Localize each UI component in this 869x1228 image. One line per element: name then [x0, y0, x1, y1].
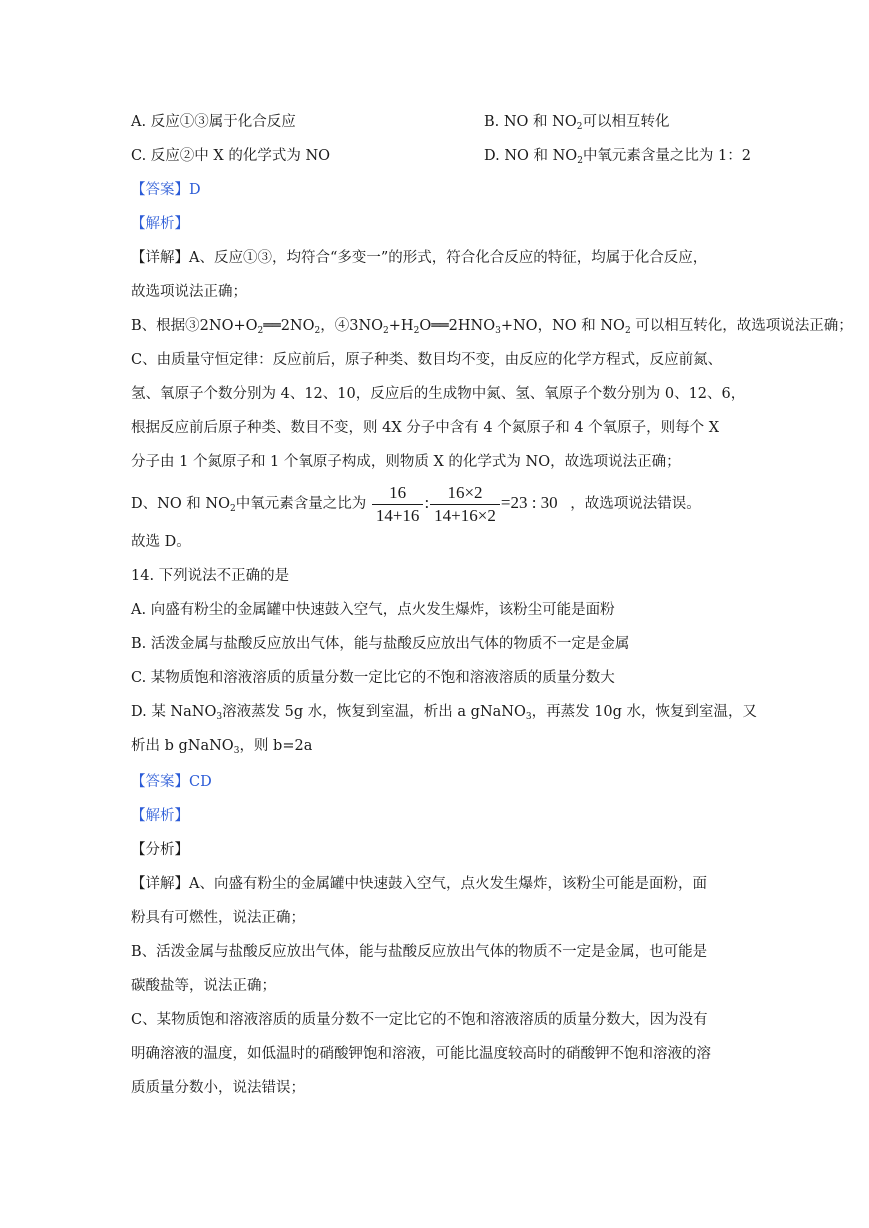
q13-analysis-tag [131, 214, 189, 234]
text: B、活泼金属与盐酸反应放出气体，能与盐酸反应放出气体的物质不一定是金属，也可能是 [131, 944, 708, 960]
q13-option-b [484, 112, 669, 132]
text: ，④3NO [320, 318, 384, 334]
q14-option-c [131, 668, 615, 688]
q14-title [131, 566, 289, 586]
fraction-numerator: 16×2 [430, 483, 500, 505]
subscript: 2 [576, 122, 583, 132]
text: C. 某物质饱和溶液溶质的质量分数一定比它的不饱和溶液溶质的质量分数大 [131, 670, 615, 686]
fraction-numerator: 16 [372, 483, 424, 505]
ratio-separator: : [424, 493, 430, 512]
q13-detail-c-4 [131, 452, 681, 472]
answer-tag: 【答案】 [131, 182, 189, 198]
q13-option-b-text-tail: 可以相互转化 [582, 114, 670, 130]
q13-detail-c-1 [131, 350, 722, 370]
analysis-tag: 【解析】 [131, 216, 189, 232]
fraction-denominator: 14+16 [375, 505, 420, 525]
text: B. 活泼金属与盐酸反应放出气体，能与盐酸反应放出气体的物质不一定是金属 [131, 636, 630, 652]
q14-analysis-tag [131, 806, 189, 826]
q13-conclusion [131, 532, 191, 552]
q14-detail-a-2 [131, 908, 305, 928]
subscript: 2 [314, 326, 321, 336]
q13-option-a [131, 112, 296, 132]
q14-detail-c-1 [131, 1010, 708, 1030]
text: D、NO 和 NO [131, 496, 230, 512]
fraction [372, 483, 424, 526]
q13-detail-c-2 [131, 384, 745, 404]
subscript: 3 [495, 326, 501, 336]
subscript: 3 [233, 746, 240, 756]
text: C、某物质饱和溶液溶质的质量分数不一定比它的不饱和溶液溶质的质量分数大，因为没有 [131, 1012, 708, 1028]
text: 粉具有可燃性，说法正确； [131, 910, 305, 926]
q14-detail-c-2 [131, 1044, 711, 1064]
analysis-tag: 【解析】 [131, 808, 189, 824]
answer-tag: 【答案】 [131, 774, 189, 790]
subscript: 3 [216, 712, 223, 722]
q13-option-d-text-tail: 中氧元素含量之比为 1：2 [582, 148, 751, 164]
q13-option-c-text: C. 反应②中 X 的化学式为 NO [131, 148, 331, 164]
text: 【分析】 [131, 842, 189, 858]
text: O══2HNO [419, 318, 496, 334]
text: 析出 b gNaNO [131, 738, 234, 754]
subscript: 3 [525, 712, 532, 722]
text: 根据反应前后原子种类、数目不变，则 4X 分子中含有 4 个氮原子和 4 个氧原子，则每个 X [131, 420, 720, 436]
fraction [430, 483, 500, 526]
text: 故选 D。 [131, 534, 191, 550]
q13-option-a-text: A. 反应①③属于化合反应 [131, 114, 296, 130]
q13-detail-c-3 [131, 418, 719, 438]
text: 中氧元素含量之比为 [235, 496, 367, 512]
text: D. 某 NaNO [131, 704, 217, 720]
subscript: 2 [413, 326, 420, 336]
text: 故选项说法正确； [131, 284, 247, 300]
q13-option-d-text: D. NO 和 NO [484, 148, 578, 164]
fraction-denominator: 14+16×2 [434, 505, 496, 525]
q14-fenxi [131, 840, 189, 860]
text: 溶液蒸发 5g 水，恢复到室温，析出 a gNaNO [222, 704, 526, 720]
text: ，再蒸发 10g 水，恢复到室温，又 [531, 704, 758, 720]
answer-value: D [189, 182, 201, 198]
text: 分子由 1 个氮原子和 1 个氧原子构成，则物质 X 的化学式为 NO，故选项说法正确； [131, 454, 681, 470]
subscript: 2 [257, 326, 264, 336]
q14-detail-c-3 [131, 1078, 305, 1098]
q14-detail-a-1 [131, 874, 707, 894]
text: ══2NO [263, 318, 315, 334]
text: A. 向盛有粉尘的金属罐中快速鼓入空气，点火发生爆炸，该粉尘可能是面粉 [131, 602, 615, 618]
q14-detail-b-1 [131, 942, 707, 962]
q14-option-b [131, 634, 629, 654]
question-title: 14. 下列说法不正确的是 [131, 568, 290, 584]
q13-option-b-text: B. NO 和 NO [484, 114, 577, 130]
ratio-result: =23 : 30 [500, 493, 558, 512]
q13-detail-d [131, 482, 701, 526]
q13-detail-b [131, 316, 853, 336]
text: ，则 b=2a [239, 738, 313, 754]
text: 【详解】A、反应①③，均符合“多变一”的形式，符合化合反应的特征，均属于化合反应， [131, 250, 708, 266]
q13-option-c [131, 146, 330, 166]
subscript: 2 [230, 504, 236, 514]
text: C、由质量守恒定律：反应前后，原子种类、数目均不变，由反应的化学方程式，反应前氮、 [131, 352, 723, 368]
text: 明确溶液的温度，如低温时的硝酸钾饱和溶液，可能比温度较高时的硝酸钾不饱和溶液的溶 [131, 1046, 711, 1062]
text: 氢、氧原子个数分别为 4、12、10，反应后的生成物中氮、氢、氧原子个数分别为 0、12、6， [131, 386, 746, 402]
text: B、根据③2NO+O [131, 318, 258, 334]
q13-detail-line-2 [131, 282, 247, 302]
text: 质质量分数小，说法错误； [131, 1080, 305, 1096]
q13-option-d [484, 146, 751, 166]
text: +NO，NO 和 NO [500, 318, 625, 334]
text: 【详解】A、向盛有粉尘的金属罐中快速鼓入空气，点火发生爆炸，该粉尘可能是面粉，面 [131, 876, 707, 892]
q13-detail-line-1 [131, 248, 707, 268]
answer-value: CD [189, 774, 212, 790]
subscript: 2 [577, 156, 583, 166]
text: 碳酸盐等，说法正确； [131, 978, 276, 994]
q13-answer [131, 180, 201, 200]
text: ，故选项说法错误。 [570, 496, 701, 512]
subscript: 2 [383, 326, 389, 336]
text: 可以相互转化，故选项说法正确； [630, 318, 853, 334]
q14-option-a [131, 600, 615, 620]
text: +H [388, 318, 414, 334]
subscript: 2 [624, 326, 631, 336]
q14-option-d-line-1 [131, 702, 757, 722]
q14-detail-b-2 [131, 976, 276, 996]
q14-option-d-line-2 [131, 736, 312, 756]
q14-answer [131, 772, 212, 792]
